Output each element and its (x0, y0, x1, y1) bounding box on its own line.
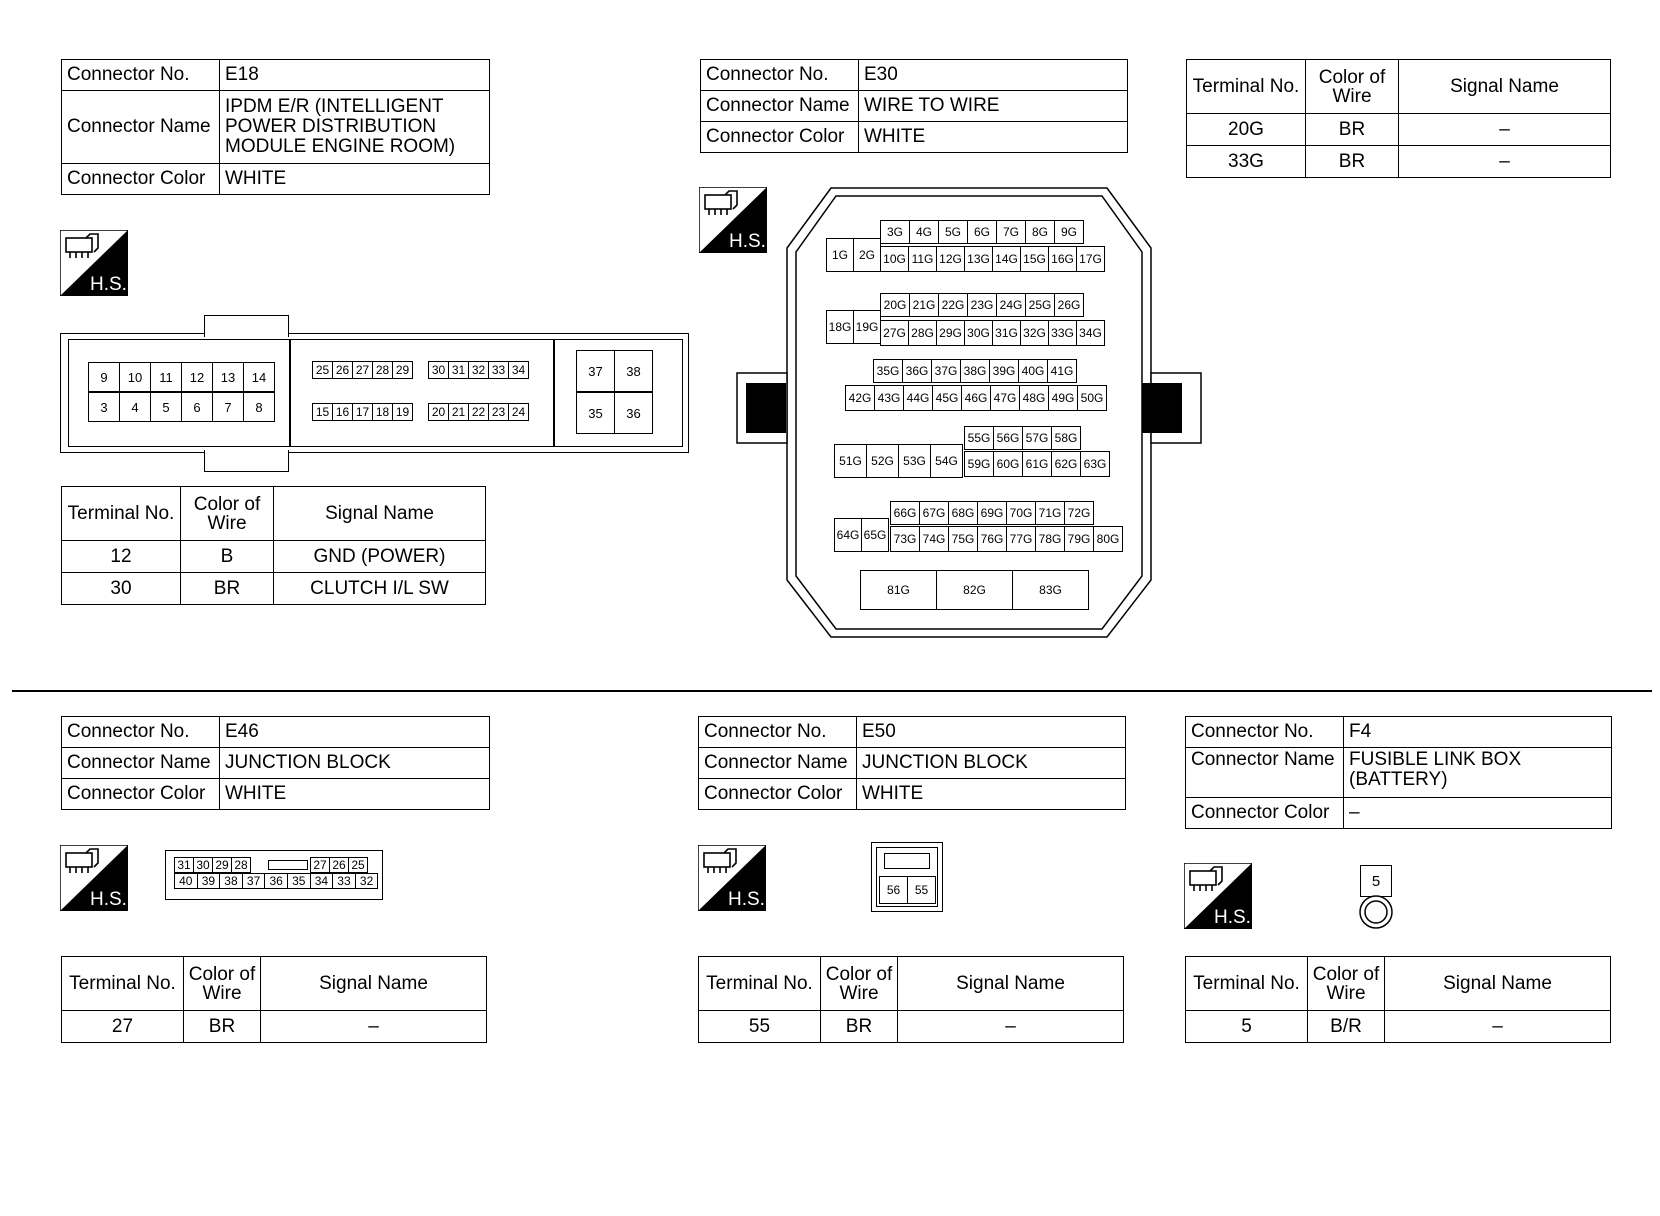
pin-81G: 81G (860, 570, 937, 610)
terminal-cell: 30 (62, 573, 181, 605)
pin-67G: 67G (919, 501, 949, 525)
e50-latch (884, 853, 930, 869)
svg-text:H.S.: H.S. (728, 889, 765, 910)
connector-no-value: E46 (220, 717, 490, 748)
pin-4G: 4G (909, 220, 939, 244)
pin-37: 37 (242, 873, 266, 889)
pin-62G: 62G (1051, 451, 1081, 477)
pin-42G: 42G (845, 385, 875, 411)
terminal-no-header: Terminal No. (62, 487, 181, 541)
wire-color-header: Color of Wire (821, 957, 898, 1011)
pin-6: 6 (181, 392, 213, 422)
pin-69G: 69G (977, 501, 1007, 525)
pin-36: 36 (264, 873, 288, 889)
pin-9: 9 (88, 362, 120, 392)
pin-1G: 1G (826, 238, 854, 272)
connector-no-label: Connector No. (699, 717, 857, 748)
pin-36: 36 (614, 392, 653, 434)
pin-77G: 77G (1006, 526, 1036, 552)
pin-27: 27 (352, 361, 373, 379)
pin-52G: 52G (866, 444, 899, 478)
e30-terminal-table (1186, 59, 1611, 178)
wire-color-header: Color of Wire (184, 957, 261, 1011)
pin-60G: 60G (993, 451, 1023, 477)
pin-41G: 41G (1047, 359, 1077, 383)
pin-17: 17 (352, 403, 373, 421)
pin-64G: 64G (834, 518, 862, 552)
pin-12: 12 (181, 362, 213, 392)
e18-divider-1 (289, 339, 291, 447)
wire-cell: B (181, 541, 274, 573)
pin-36G: 36G (902, 359, 932, 383)
connector-color-value: WHITE (857, 779, 1126, 810)
pin-51G: 51G (834, 444, 867, 478)
pin-26: 26 (329, 857, 349, 873)
connector-name-label: Connector Name (1186, 748, 1344, 798)
pin-78G: 78G (1035, 526, 1065, 552)
pin-80G: 80G (1093, 526, 1123, 552)
pin-76G: 76G (977, 526, 1007, 552)
pin-79G: 79G (1064, 526, 1094, 552)
e18-latch-top (204, 315, 289, 337)
pin-57G: 57G (1022, 426, 1052, 450)
pin-29G: 29G (936, 320, 965, 346)
pin-19G: 19G (853, 310, 881, 344)
pin-17G: 17G (1076, 246, 1105, 272)
pin-21: 21 (448, 403, 469, 421)
signal-name-header: Signal Name (1385, 957, 1611, 1011)
pin-3: 3 (88, 392, 120, 422)
pin-58G: 58G (1051, 426, 1081, 450)
terminal-no-header: Terminal No. (1186, 957, 1308, 1011)
pin-46G: 46G (961, 385, 991, 411)
pin-38G: 38G (960, 359, 990, 383)
e46-terminal-table (61, 956, 487, 1043)
pin-38: 38 (219, 873, 243, 889)
pin-50G: 50G (1077, 385, 1107, 411)
pin-23G: 23G (967, 293, 997, 317)
pin-30G: 30G (964, 320, 993, 346)
pin-10: 10 (119, 362, 151, 392)
e18-info-table (61, 59, 490, 195)
pin-63G: 63G (1080, 451, 1110, 477)
pin-5: 5 (150, 392, 182, 422)
connector-no-label: Connector No. (701, 60, 859, 91)
wire-cell: BR (184, 1011, 261, 1043)
pin-75G: 75G (948, 526, 978, 552)
connector-no-value: E18 (220, 60, 490, 91)
pin-35: 35 (287, 873, 311, 889)
connector-color-label: Connector Color (62, 779, 220, 810)
harness-side-icon (60, 845, 128, 911)
pin-35G: 35G (873, 359, 903, 383)
signal-cell: CLUTCH I/L SW (274, 573, 486, 605)
pin-31: 31 (174, 857, 194, 873)
harness-side-icon (60, 230, 128, 296)
connector-color-label: Connector Color (62, 164, 220, 195)
connector-color-label: Connector Color (699, 779, 857, 810)
pin-26: 26 (332, 361, 353, 379)
connector-no-value: E30 (859, 60, 1128, 91)
pin-24: 24 (508, 403, 529, 421)
terminal-no-header: Terminal No. (1187, 60, 1306, 114)
pin-39: 39 (197, 873, 221, 889)
pin-83G: 83G (1012, 570, 1089, 610)
terminal-cell: 20G (1187, 114, 1306, 146)
pin-2G: 2G (853, 238, 881, 272)
connector-name-label: Connector Name (62, 91, 220, 164)
connector-name-label: Connector Name (699, 748, 857, 779)
wire-cell: BR (1306, 114, 1399, 146)
pin-66G: 66G (890, 501, 920, 525)
svg-text:H.S.: H.S. (729, 231, 766, 252)
wire-cell: BR (1306, 146, 1399, 178)
e46-latch (268, 860, 308, 870)
connector-no-label: Connector No. (62, 717, 220, 748)
pin-11: 11 (150, 362, 182, 392)
pin-20G: 20G (880, 293, 910, 317)
connector-no-label: Connector No. (62, 60, 220, 91)
pin-16G: 16G (1048, 246, 1077, 272)
pin-68G: 68G (948, 501, 978, 525)
pin-82G: 82G (936, 570, 1013, 610)
pin-56G: 56G (993, 426, 1023, 450)
connector-color-value: – (1344, 798, 1612, 829)
pin-47G: 47G (990, 385, 1020, 411)
svg-text:H.S.: H.S. (90, 889, 127, 910)
connector-color-value: WHITE (859, 122, 1128, 153)
wire-color-header: Color of Wire (1306, 60, 1399, 114)
pin-32: 32 (468, 361, 489, 379)
pin-34G: 34G (1076, 320, 1105, 346)
pin-37G: 37G (931, 359, 961, 383)
signal-cell: – (1399, 146, 1611, 178)
connector-no-label: Connector No. (1186, 717, 1344, 748)
pin-30: 30 (428, 361, 449, 379)
pin-29: 29 (392, 361, 413, 379)
terminal-cell: 12 (62, 541, 181, 573)
pin-21G: 21G (909, 293, 939, 317)
pin-34: 34 (508, 361, 529, 379)
e18-latch-bottom (204, 450, 289, 472)
pin-7G: 7G (996, 220, 1026, 244)
signal-name-header: Signal Name (261, 957, 487, 1011)
f4-ring-terminal-icon (1358, 894, 1394, 930)
connector-name-value: IPDM E/R (INTELLIGENT POWER DISTRIBUTION MODULE ENGINE ROOM) (220, 91, 490, 164)
pin-44G: 44G (903, 385, 933, 411)
f4-pin-label: 5 (1360, 865, 1392, 897)
pin-25: 25 (348, 857, 368, 873)
pin-29: 29 (212, 857, 232, 873)
connector-name-label: Connector Name (62, 748, 220, 779)
pin-8G: 8G (1025, 220, 1055, 244)
pin-18: 18 (372, 403, 393, 421)
signal-cell: – (898, 1011, 1124, 1043)
pin-18G: 18G (826, 310, 854, 344)
pin-28: 28 (372, 361, 393, 379)
connector-name-value: WIRE TO WIRE (859, 91, 1128, 122)
pin-37: 37 (576, 350, 615, 392)
pin-15: 15 (312, 403, 333, 421)
pin-45G: 45G (932, 385, 962, 411)
pin-74G: 74G (919, 526, 949, 552)
pin-27: 27 (310, 857, 330, 873)
wire-cell: BR (181, 573, 274, 605)
connector-name-value: JUNCTION BLOCK (220, 748, 490, 779)
pin-4: 4 (119, 392, 151, 422)
svg-text:H.S.: H.S. (1214, 907, 1251, 928)
e50-info-table (698, 716, 1126, 810)
signal-name-header: Signal Name (1399, 60, 1611, 114)
e18-divider-2 (553, 339, 555, 447)
pin-13: 13 (212, 362, 244, 392)
pin-40G: 40G (1018, 359, 1048, 383)
pin-31G: 31G (992, 320, 1021, 346)
connector-no-value: E50 (857, 717, 1126, 748)
pin-24G: 24G (996, 293, 1026, 317)
svg-text:H.S.: H.S. (90, 274, 127, 295)
pin-14G: 14G (992, 246, 1021, 272)
pin-22: 22 (468, 403, 489, 421)
pin-56: 56 (879, 876, 908, 904)
harness-side-icon (698, 845, 766, 911)
pin-43G: 43G (874, 385, 904, 411)
pin-7: 7 (212, 392, 244, 422)
e50-terminal-table (698, 956, 1124, 1043)
pin-54G: 54G (930, 444, 963, 478)
pin-28: 28 (231, 857, 251, 873)
pin-19: 19 (392, 403, 413, 421)
e18-terminal-table (61, 486, 486, 605)
pin-39G: 39G (989, 359, 1019, 383)
pin-28G: 28G (908, 320, 937, 346)
pin-65G: 65G (861, 518, 889, 552)
terminal-cell: 55 (699, 1011, 821, 1043)
pin-32: 32 (355, 873, 379, 889)
harness-side-icon (1184, 863, 1252, 929)
wire-cell: BR (821, 1011, 898, 1043)
section-divider (12, 690, 1652, 692)
pin-16: 16 (332, 403, 353, 421)
pin-31: 31 (448, 361, 469, 379)
pin-27G: 27G (880, 320, 909, 346)
pin-71G: 71G (1035, 501, 1065, 525)
pin-12G: 12G (936, 246, 965, 272)
pin-6G: 6G (967, 220, 997, 244)
pin-20: 20 (428, 403, 449, 421)
pin-48G: 48G (1019, 385, 1049, 411)
pin-34: 34 (310, 873, 334, 889)
pin-59G: 59G (964, 451, 994, 477)
pin-10G: 10G (880, 246, 909, 272)
wire-color-header: Color of Wire (181, 487, 274, 541)
signal-cell: GND (POWER) (274, 541, 486, 573)
connector-name-value: JUNCTION BLOCK (857, 748, 1126, 779)
pin-55: 55 (907, 876, 936, 904)
connector-no-value: F4 (1344, 717, 1612, 748)
terminal-cell: 33G (1187, 146, 1306, 178)
pin-5G: 5G (938, 220, 968, 244)
connector-color-value: WHITE (220, 164, 490, 195)
terminal-cell: 27 (62, 1011, 184, 1043)
terminal-no-header: Terminal No. (699, 957, 821, 1011)
signal-name-header: Signal Name (274, 487, 486, 541)
e30-info-table (700, 59, 1128, 153)
f4-terminal-table (1185, 956, 1611, 1043)
signal-cell: – (1385, 1011, 1611, 1043)
connector-name-label: Connector Name (701, 91, 859, 122)
signal-name-header: Signal Name (898, 957, 1124, 1011)
pin-32G: 32G (1020, 320, 1049, 346)
pin-33: 33 (488, 361, 509, 379)
pin-70G: 70G (1006, 501, 1036, 525)
wire-cell: B/R (1308, 1011, 1385, 1043)
pin-49G: 49G (1048, 385, 1078, 411)
pin-33G: 33G (1048, 320, 1077, 346)
pin-23: 23 (488, 403, 509, 421)
connector-color-value: WHITE (220, 779, 490, 810)
pin-11G: 11G (908, 246, 937, 272)
pin-40: 40 (174, 873, 198, 889)
connector-color-label: Connector Color (701, 122, 859, 153)
pin-14: 14 (243, 362, 275, 392)
connector-name-value: FUSIBLE LINK BOX (BATTERY) (1344, 748, 1612, 798)
pin-9G: 9G (1054, 220, 1084, 244)
pin-30: 30 (193, 857, 213, 873)
pin-26G: 26G (1054, 293, 1084, 317)
pin-8: 8 (243, 392, 275, 422)
pin-38: 38 (614, 350, 653, 392)
pin-3G: 3G (880, 220, 910, 244)
f4-info-table (1185, 716, 1612, 829)
pin-53G: 53G (898, 444, 931, 478)
wire-color-header: Color of Wire (1308, 957, 1385, 1011)
pin-61G: 61G (1022, 451, 1052, 477)
pin-22G: 22G (938, 293, 968, 317)
signal-cell: – (1399, 114, 1611, 146)
e46-info-table (61, 716, 490, 810)
terminal-no-header: Terminal No. (62, 957, 184, 1011)
pin-25G: 25G (1025, 293, 1055, 317)
connector-color-label: Connector Color (1186, 798, 1344, 829)
pin-35: 35 (576, 392, 615, 434)
pin-15G: 15G (1020, 246, 1049, 272)
pin-72G: 72G (1064, 501, 1094, 525)
pin-33: 33 (332, 873, 356, 889)
terminal-cell: 5 (1186, 1011, 1308, 1043)
pin-55G: 55G (964, 426, 994, 450)
signal-cell: – (261, 1011, 487, 1043)
pin-25: 25 (312, 361, 333, 379)
pin-13G: 13G (964, 246, 993, 272)
pin-73G: 73G (890, 526, 920, 552)
